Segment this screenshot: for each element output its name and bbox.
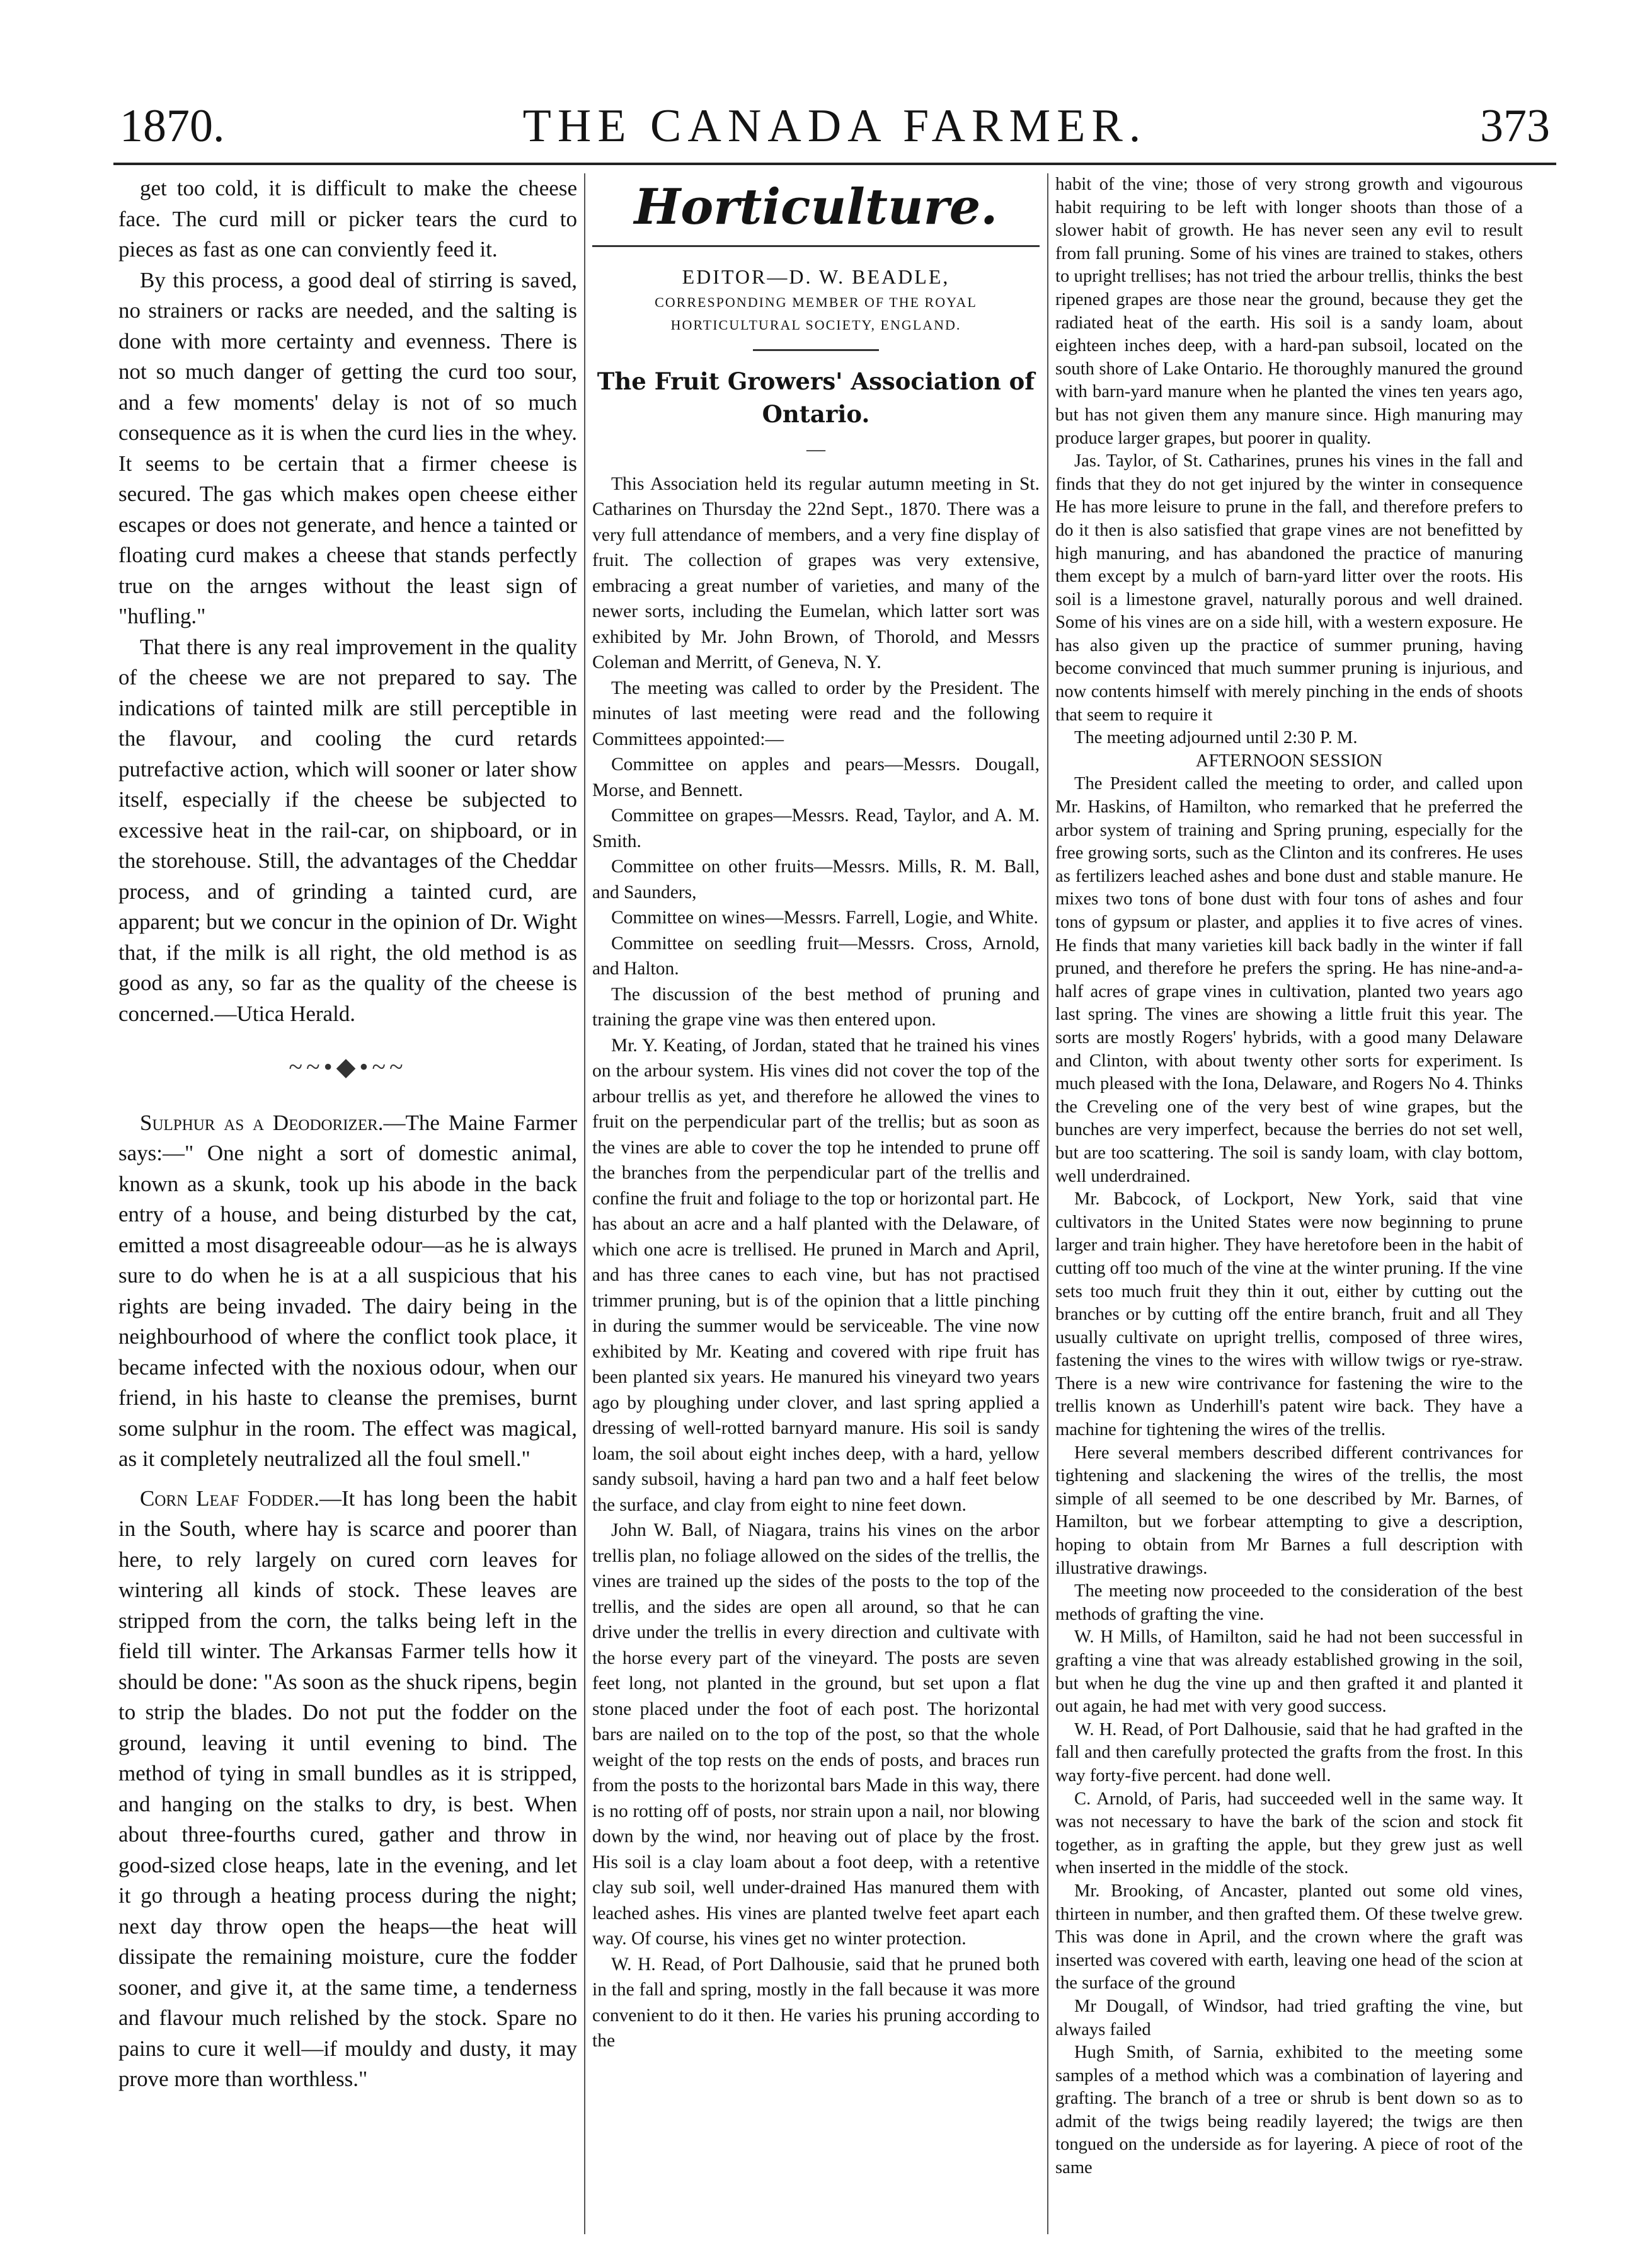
column-rule-1: [584, 173, 585, 2234]
masthead-year: 1870.: [120, 100, 225, 152]
paragraph: Here several members described different contrivances for tightening and slackening the wires of the trellis, the most simple of all seemed to be one described by Mr. Barnes, of Hamilton, but we forbear attempting to give a description, hoping to obtain from Mr Barnes a full description with illustrative drawings.: [1055, 1443, 1523, 1578]
paragraph-body: —The Maine Farmer says:—" One night a sort of domestic animal, known as a skunk, took up his abode in the back entry of a house, and being disturbed by the cat, emitted a most disagreeable odour—as he is always sure to do when he is at a all suspicious that his rights are being invaded. The dairy being in the neighbourhood of where the conflict took place, it became infected with the noxious odour, when our friend, in his haste to cleanse the premises, burnt some sulphur in the room. The effect was magical, as it completely neutralized all the foul smell.": [118, 1110, 577, 1471]
paragraph: [118, 1108, 577, 1475]
editor-credentials: CORRESPONDING MEMBER OF THE ROYAL HORTICULTURAL SOCIETY, ENGLAND.: [655, 294, 977, 333]
paragraph: Committee on grapes—Messrs. Read, Taylor, and A. M. Smith.: [592, 805, 1040, 851]
paragraph: W. H. Read, of Port Dalhousie, said that he had grafted in the fall and then carefully protected the grafts from the frost. In this way forty-five percent. had done well.: [1055, 1719, 1523, 1785]
paragraph-body: —It has long been the habit in the South, where hay is scarce and poorer than here, to rely largely on cured corn leaves for wintering all kinds of stock. These leaves are stripped from the corn, the talks being left in the field till winter. The Arkansas Farmer tells how it should be done: "As soon as the shuck ripens, begin to strip the blades. Do not put the fodder on the ground, leaving it until evening to bind. The method of tying in small bundles as it is stripped, and hanging on the stalks to dry, is best. When about three-fourths cured, gather and throw in good-sized close heaps, late in the evening, and let it go through a heating process during the night; next day throw open the heaps—the heat will dissipate the remaining moisture, cure the fodder sooner, and give it, at the same time, a tenderness and flavour much relished by the stock. Spare no pains to cure it well—if mouldy and dusty, it may prove more than worthless.": [118, 1485, 577, 2091]
paragraph: By this process, a good deal of stirring is saved, no strainers or racks are needed, and the salting is done with more certainty and evenness. There is not so much danger of getting the curd too sour, and a few moments' delay is not of so much consequence as it is when the curd lies in the whey. It seems to be certain that a firmer cheese is secured. The gas which makes open cheese either escapes or does not generate, and hence a tainted or floating curd makes a cheese that stands perfectly true on the arnges without the least sign of "hufling.": [118, 267, 577, 628]
paragraph: W. H Mills, of Hamilton, said he had not been successful in grafting a vine that was already established growing in the soil, but when he dug the vine up and then grafted it and planted it out again, he had met with very good success.: [1055, 1627, 1523, 1717]
paragraph: W. H. Read, of Port Dalhousie, said that he pruned both in the fall and spring, mostly in the fall because it was more convenient to do it then. He varies his pruning according to the: [592, 1954, 1040, 2051]
paragraph: The meeting was called to order by the President. The minutes of last meeting were read and the following Committees appointed:—: [592, 678, 1040, 749]
paragraph: Mr. Babcock, of Lockport, New York, said that vine cultivators in the United States were now beginning to prune larger and train higher. They have heretofore been in the habit of cutting off too much of the vine at the winter pruning. If the vine sets too much fruit they thin it out, either by cutting out the branches or by cutting off the entire branch, fruit and all They usually cultivate on upright trellis, composed of three wires, fastening the vines to the wires with willow twigs or rye-straw. There is a new wire contrivance for fastening the wire to the trellis known as Underhill's patent wire back. They have a machine for tightening the wires of the trellis.: [1055, 1189, 1523, 1440]
paragraph: Committee on apples and pears—Messrs. Dougall, Morse, and Bennett.: [592, 754, 1040, 800]
paragraph: Mr. Brooking, of Ancaster, planted out some old vines, thirteen in number, and then grafted them. Of these twelve grew. This was done in April, and the crown where the graft was inserted was covered with earth, leaving one head of the scion at the surface of the ground: [1055, 1881, 1523, 1993]
section-title: Horticulture.: [634, 178, 998, 236]
short-rule: [753, 349, 879, 351]
paragraph: Mr Dougall, of Windsor, had tried grafting the vine, but always failed: [1055, 1996, 1523, 2039]
editor-line: EDITOR—D. W. BEADLE,: [682, 265, 950, 288]
paragraph: That there is any real improvement in the quality of the cheese we are not prepared to say. The indications of tainted milk are still perceptible in the flavour, and cooling the curd retards putrefactive action, which will sooner or later show itself, especially if the cheese be subjected to excessive heat in the rail-car, on shipboard, or in the storehouse. Still, the advantages of the Cheddar process, and of grinding a tainted curd, are apparent; but we concur in the opinion of Dr. Wight that, if the milk is all right, the old method is as good as any, so far as the quality of the cheese is concerned.—Utica Herald.: [118, 634, 577, 1026]
paragraph: The meeting now proceeded to the consideration of the best methods of grafting the vine.: [1055, 1581, 1523, 1624]
column-2: [592, 173, 1040, 2234]
column-3: [1055, 173, 1523, 2234]
paragraph-lead: Corn Leaf Fodder.: [140, 1485, 320, 1511]
article-title: The Fruit Growers' Association of Ontario.: [597, 367, 1035, 428]
masthead-page-number: 373: [1480, 100, 1550, 152]
paragraph: The President called the meeting to order, and called upon Mr. Haskins, of Hamilton, who remarked that he preferred the arbor system of training and Spring pruning, especially for the free growing sorts, such as the Clinton and its confreres. He uses as fertilizers leached ashes and bone dust and stable manure. He mixes two tons of bone dust with four tons of ashes and four tons of gypsum or plaster, and applies it to five acres of vines. He finds that many varieties kill back badly in the winter if fall pruned, and therefore he prefers the spring. He has nine-and-a-half acres of grape vines in cultivation, planted two years ago last spring. The vines are showing a little fruit this year. The sorts are mostly Rogers' hybrids, with a good many Delaware and Clinton, with about twenty other sorts for experiment. Is much pleased with the Iona, Delaware, and Rogers No 4. Thinks the Creveling one of the very best of wine grapes, but the bunches are very imperfect, because the berries do not set well, but are too scattering. The soil is sandy loam, with clay bottom, well underdrained.: [1055, 774, 1523, 1186]
column-1: [118, 173, 577, 2234]
title-rule: [592, 245, 1040, 247]
column-rule-2: [1047, 173, 1048, 2234]
paragraph: [118, 1484, 577, 2095]
section-divider: ~~•◆•~~: [289, 1053, 407, 1081]
subheading: AFTERNOON SESSION: [1195, 751, 1383, 771]
masthead-title: THE CANADA FARMER.: [522, 100, 1147, 152]
paragraph: C. Arnold, of Paris, had succeeded well in the same way. It was not necessary to have the bark of the scion and stock fit together, as in grafting the apple, but they grew just as well when inserted in the middle of the stock.: [1055, 1789, 1523, 1878]
paragraph: The meeting adjourned until 2:30 P. M.: [1074, 728, 1358, 748]
paragraph-lead: Sulphur as a Deodorizer.: [140, 1110, 384, 1135]
title-dash: —: [806, 439, 825, 459]
masthead-rule: [113, 163, 1556, 165]
paragraph: This Association held its regular autumn meeting in St. Catharines on Thursday the 22nd Sept., 1870. There was a very full attendance of members, and a very fine display of fruit. The collection of grapes was very extensive, embracing a great number of varieties, and many of the newer sorts, including the Eumelan, which latter sort was exhibited by Mr. John Brown, of Thorold, and Messrs Coleman and Merritt, of Geneva, N. Y.: [592, 473, 1040, 672]
paragraph: Jas. Taylor, of St. Catharines, prunes his vines in the fall and finds that they do not get injured by the winter in consequence He has more leisure to prune in the fall, and therefore prefers to do it then is also satisfied that grape vines are not benefitted by high manuring, and has abandoned the practice of manuring them except by a mulch of barn-yard litter over the roots. His soil is a limestone gravel, naturally porous and well drained. Some of his vines are on a side hill, with a western exposure. He has also given up the practice of summer pruning, having become convinced that much summer pruning is injurious, and now contents himself with merely pinching in the ends of shoots that seem to require it: [1055, 451, 1523, 725]
paragraph: The discussion of the best method of pruning and training the grape vine was then entered upon.: [592, 984, 1040, 1030]
paragraph: habit of the vine; those of very strong growth and vigourous habit requiring to be left with longer shoots than those of a slower habit of growth. He has never seen any evil to result from fall pruning. Some of his vines are trained to stakes, others to upright trellises; has not tried the arbour trellis, thinks the best ripened grapes are those near the ground, because they get the radiated heat of the earth. His soil is a sandy loam, about eighteen inches deep, with a hard-pan subsoil, located on the south shore of Lake Ontario. He thoroughly manured the ground with barn-yard manure when he planted the vines ten years ago, but has not given them any manure since. High manuring may produce larger grapes, but poorer in quality.: [1055, 175, 1523, 448]
paragraph: Hugh Smith, of Sarnia, exhibited to the meeting some samples of a method which was a combination of layering and grafting. The branch of a tree or shrub is bent down so as to admit of the twigs being readily layered; the twigs are then tongued on the underside as for layering. A piece of root of the same: [1055, 2043, 1523, 2178]
paragraph: Committee on other fruits—Messrs. Mills, R. M. Ball, and Saunders,: [592, 856, 1040, 903]
masthead: [113, 95, 1556, 164]
paragraph: Committee on seedling fruit—Messrs. Cross, Arnold, and Halton.: [592, 933, 1040, 979]
paragraph: Committee on wines—Messrs. Farrell, Logie, and White.: [611, 908, 1038, 928]
paragraph: John W. Ball, of Niagara, trains his vines on the arbor trellis plan, no foliage allowed on the sides of the trellis, the vines are trained up the sides of the posts to the top of the trellis, and the sides are open all around, so that he can drive under the trellis in every direction and cultivate with the horse every part of the vineyard. The posts are seven feet long, not planted in the ground, but set upon a flat stone placed under the foot of each post. The horizontal bars are nailed on to the top of the post, so that the whole weight of the top rests on the ends of posts, and braces run from the posts to the horizontal bars Made in this way, there is no rotting off of posts, nor strain upon a nail, nor blowing down by the wind, nor heaving out of place by the frost. His soil is a clay loam about a foot deep, with a retentive clay sub soil, well under-drained Has manured them with leached ashes. His vines are planted twelve feet apart each way. Of course, his vines get no winter protection.: [592, 1520, 1040, 1949]
paragraph: Mr. Y. Keating, of Jordan, stated that he trained his vines on the arbour system. His vines did not cover the top of the arbour trellis as yet, and therefore he allowed the vines to fruit on the perpendicular part of the trellis; but as soon as the vines are able to cover the top he intended to prune off the branches from the perpendicular part of the trellis and confine the fruit and foliage to the top or horizontal part. He has about an acre and a half planted with the Delaware, of which one acre is trellised. He pruned in March and April, and has three canes to each vine, but has not practised trimmer pruning, but is of the opinion that a little pinching in during the summer would be serviceable. The vine now exhibited by Mr. Keating and covered with ripe fruit has been planted six years. He manured his vineyard two years ago by ploughing under clover, and last spring applied a dressing of well-rotted barnyard manure. His soil is sandy loam, the soil about eight inches deep, with a hard, yellow sandy subsoil, having a hard pan two and a half feet below the surface, and clay from eight to nine feet down.: [592, 1035, 1040, 1515]
paragraph: get too cold, it is difficult to make the cheese face. The curd mill or picker tears the curd to pieces as fast as one can conviently feed it.: [118, 176, 577, 262]
